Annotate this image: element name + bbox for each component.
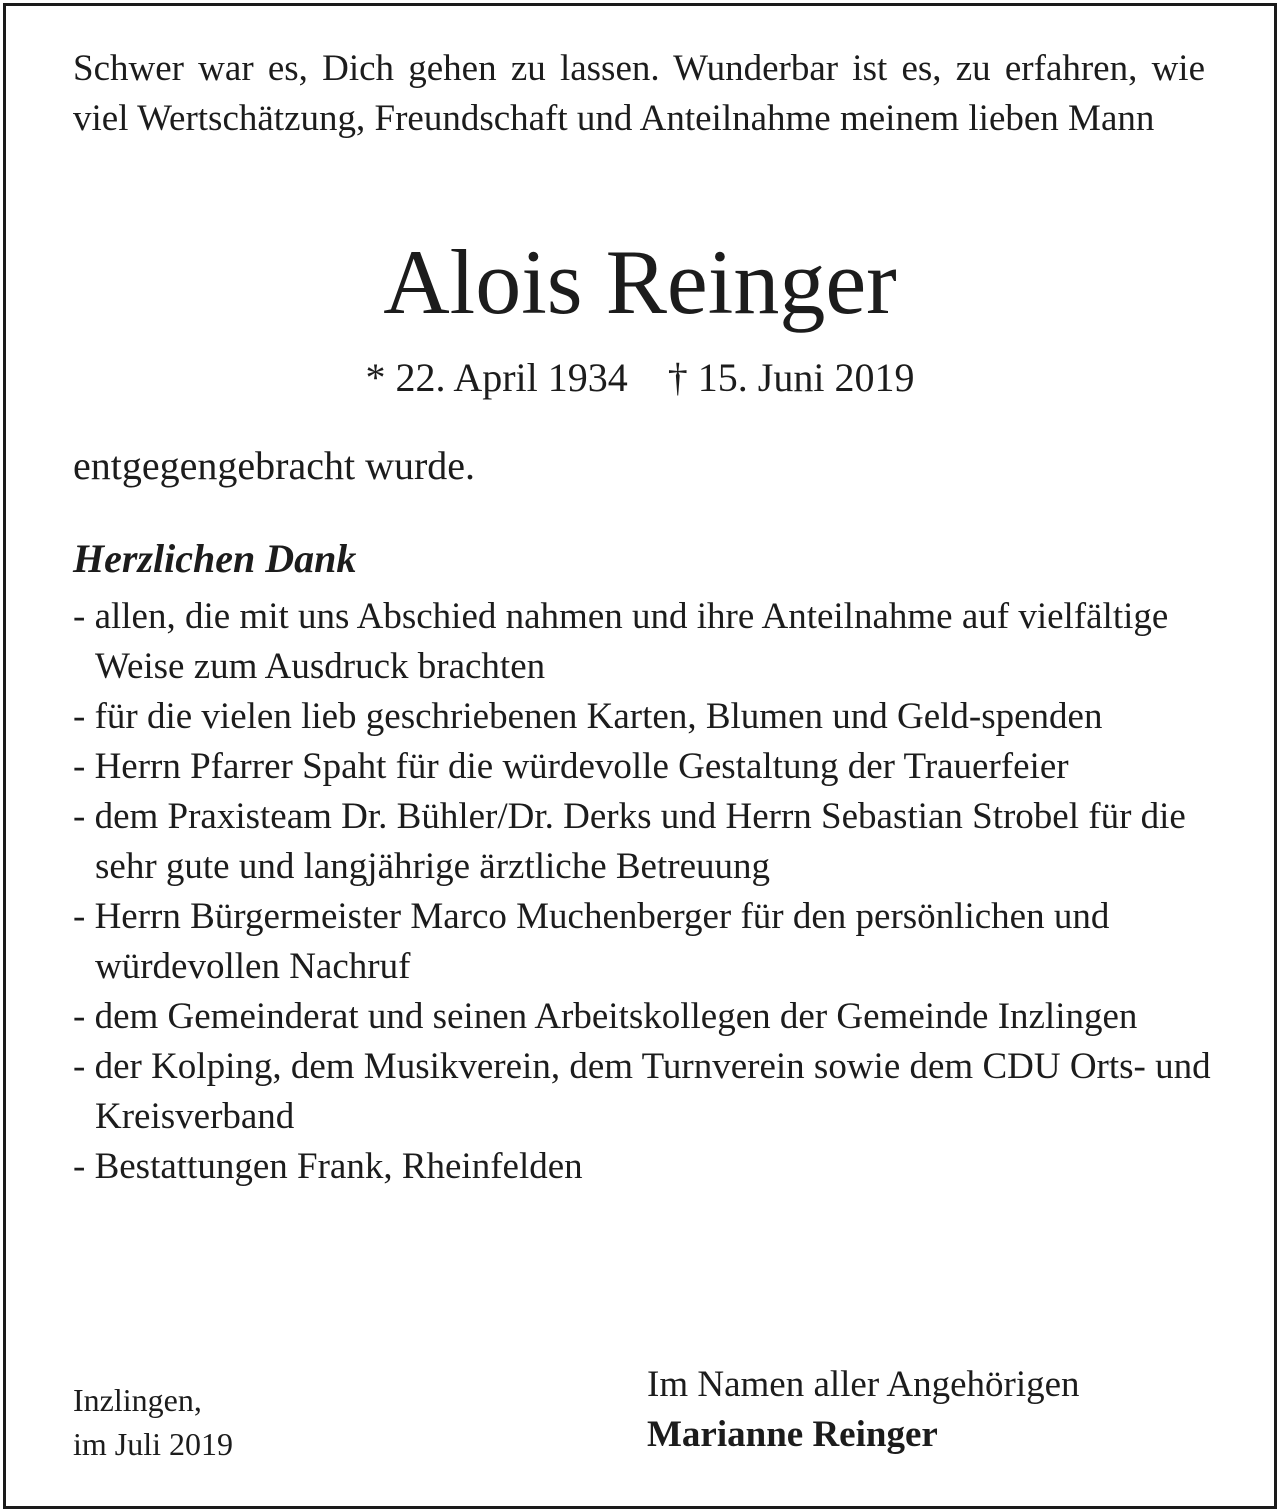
thanks-item: - dem Gemeinderat und seinen Arbeitskollegen der Gemeinde Inzlingen bbox=[73, 996, 1138, 1037]
thanks-item: - dem Praxisteam Dr. Bühler/Dr. Derks und Herrn Sebastian Strobel für die sehr gute und langjährige ärztliche Betreuung bbox=[73, 796, 1186, 887]
thanks-item: - allen, die mit uns Abschied nahmen und ihre Anteilnahme auf vielfältige Weise zum Ausdruck brachten bbox=[73, 596, 1169, 687]
signature-block bbox=[647, 1360, 1080, 1460]
intro-text: Schwer war es, Dich gehen zu lassen. Wunderbar ist es, zu erfahren, wie viel Wertschätzung, Freundschaft und Anteilnahme meinem lieben Mann bbox=[73, 48, 1205, 139]
place-date bbox=[73, 1378, 233, 1466]
thanks-item: - für die vielen lieb geschriebenen Karten, Blumen und Geld-spenden bbox=[73, 696, 1103, 737]
thanks-list bbox=[73, 592, 1213, 1192]
signature-intro: Im Namen aller Angehörigen bbox=[647, 1364, 1080, 1405]
thanks-item: - Bestattungen Frank, Rheinfelden bbox=[73, 1146, 583, 1187]
signature-name: Marianne Reinger bbox=[647, 1414, 938, 1455]
thanks-item: - der Kolping, dem Musikverein, dem Turnverein sowie dem CDU Orts- und Kreisverband bbox=[73, 1046, 1211, 1137]
thanks-heading: Herzlichen Dank bbox=[73, 536, 357, 581]
thanks-item: - Herrn Pfarrer Spaht für die würdevolle Gestaltung der Trauerfeier bbox=[73, 746, 1069, 787]
closing-text: entgegengebracht wurde. bbox=[73, 443, 476, 488]
deceased-name: Alois Reinger bbox=[383, 231, 897, 333]
date-line: im Juli 2019 bbox=[73, 1426, 234, 1462]
life-dates: * 22. April 1934 † 15. Juni 2019 bbox=[365, 355, 915, 400]
thanks-item: - Herrn Bürgermeister Marco Muchenberger für den persönlichen und würdevollen Nachruf bbox=[73, 896, 1110, 987]
place-line: Inzlingen, bbox=[73, 1382, 202, 1418]
